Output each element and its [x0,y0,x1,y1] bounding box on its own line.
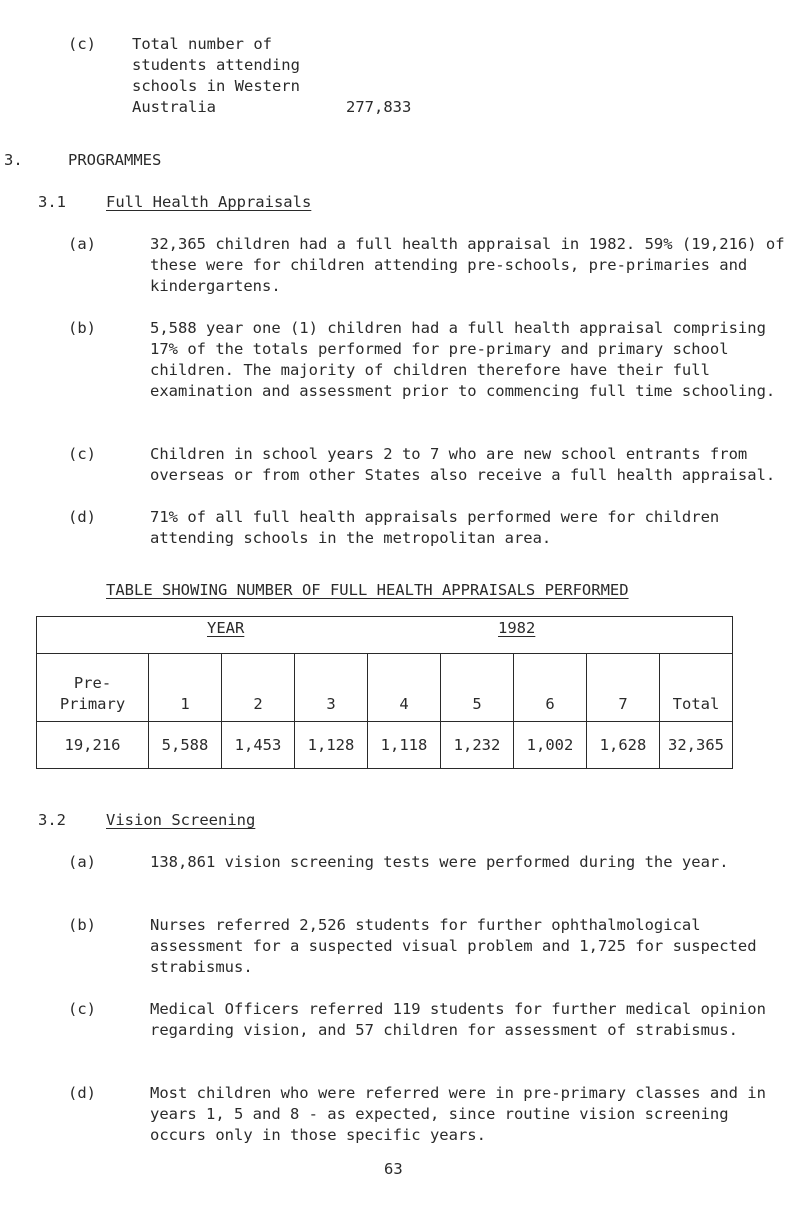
section-number: 3. [4,151,23,169]
table-cell: 19,216 [37,722,149,769]
table-caption: TABLE SHOWING NUMBER OF FULL HEALTH APPRAISALS PERFORMED [106,581,629,599]
item-text: Children in school years 2 to 7 who are new school entrants from overseas or from other States also receive a full health appraisal. [150,445,776,484]
column-header: 3 [295,654,368,722]
section-title: PROGRAMMES [68,151,162,169]
item-text: Nurses referred 2,526 students for further ophthalmological assessment for a suspected visual problem and 1,725 for suspected strabismus. [150,916,757,976]
year-row-cell [37,617,733,654]
column-header: 4 [368,654,441,722]
item-text: 138,861 vision screening tests were performed during the year. [150,853,729,871]
pre-primary-header: Pre- Primary [37,654,149,722]
item-label: (c) [68,1000,96,1018]
item-text: 71% of all full health appraisals performed were for children attending schools in the metropolitan area. [150,508,720,547]
item-label: (a) [68,235,96,253]
year-value: 1982 [498,619,536,637]
table-cell: 1,118 [368,722,441,769]
item-text: 5,588 year one (1) children had a full health appraisal comprising 17% of the totals performed for pre-primary and primary school children. The majority of children therefore have their full examination and assessment prior to commencing full time schooling. [150,319,776,400]
table-cell: 1,128 [295,722,368,769]
column-header: 1 [149,654,222,722]
subsection-title: Full Health Appraisals [106,193,312,211]
subsection-title: Vision Screening [106,811,256,829]
item-text: Medical Officers referred 119 students for further medical opinion regarding vision, and 57 children for assessment of strabismus. [150,1000,766,1039]
subsection-number: 3.2 [38,811,66,829]
column-header: Total [660,654,733,722]
item-label: (c) [68,445,96,463]
column-header: 2 [222,654,295,722]
item-label: (b) [68,319,96,337]
total-students-value: 277,833 [346,98,412,116]
item-label: (d) [68,508,96,526]
item-label: (d) [68,1084,96,1102]
item-text: 32,365 children had a full health appraisal in 1982. 59% (19,216) of these were for children attending pre-schools, pre-primaries and kindergartens. [150,235,785,295]
table-cell: 32,365 [660,722,733,769]
item-label: (a) [68,853,96,871]
item-text: Total number of students attending schools in Western Australia [132,35,300,116]
appraisal-table [36,616,733,769]
table-cell: 1,628 [587,722,660,769]
column-header: 5 [441,654,514,722]
table-cell: 1,002 [514,722,587,769]
item-label: (b) [68,916,96,934]
column-header: 7 [587,654,660,722]
page-number: 63 [384,1160,403,1178]
table-cell: 1,453 [222,722,295,769]
table-cell: 1,232 [441,722,514,769]
table-cell: 5,588 [149,722,222,769]
subsection-number: 3.1 [38,193,66,211]
column-header: 6 [514,654,587,722]
year-label: YEAR [207,619,245,637]
item-text: Most children who were referred were in pre-primary classes and in years 1, 5 and 8 - as expected, since routine vision screening occurs only in those specific years. [150,1084,766,1144]
item-label: (c) [68,35,96,53]
